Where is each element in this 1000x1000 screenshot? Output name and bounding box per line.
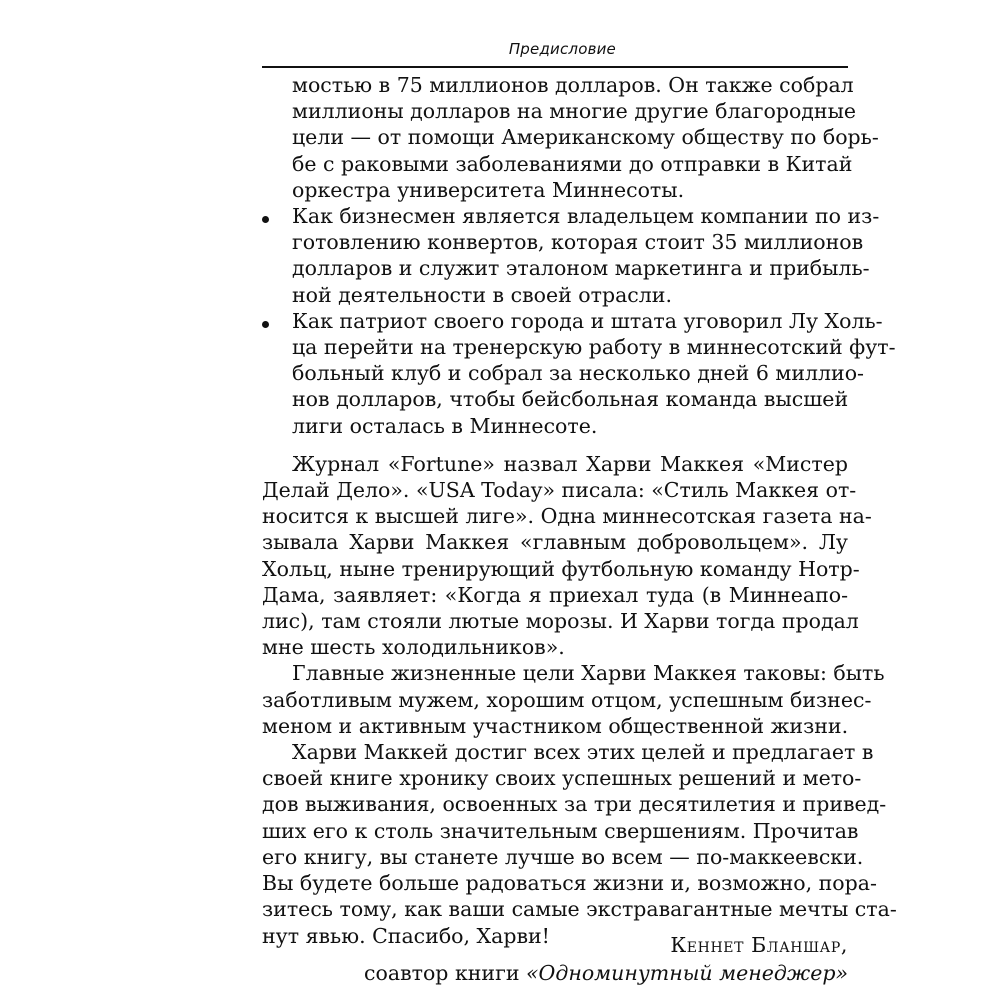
page-body xyxy=(262,72,897,949)
text-line: больный клуб и собрал за несколько дней 6 миллио- xyxy=(292,361,864,386)
bullet-item-business xyxy=(262,203,880,308)
text-line: готовлению конвертов, которая стоит 35 миллионов xyxy=(292,230,864,255)
text-line: Журнал «Fortune» назвал Харви Маккея «Мистер xyxy=(292,451,848,476)
signature-role-prefix: соавтор книги xyxy=(364,961,526,985)
signature-book-title: «Одноминутный менеджер» xyxy=(526,961,848,985)
signature-role xyxy=(364,959,848,987)
text-line: Хольц, ныне тренирующий футбольную команду Нотр- xyxy=(262,556,860,581)
text-line: мне шесть холодильников». xyxy=(262,635,565,660)
text-line: бе с раковыми заболеваниями до отправки в Китай xyxy=(292,151,853,176)
text-line: нов долларов, чтобы бейсбольная команда высшей xyxy=(292,387,849,412)
running-header xyxy=(262,38,848,68)
text-line: дов выживания, освоенных за три десятилетия и привед- xyxy=(262,792,887,817)
text-line: меном и активным участником общественной жизни. xyxy=(262,713,849,738)
text-line: ной деятельности в своей отрасли. xyxy=(292,282,672,307)
text-line: Харви Маккей достиг всех этих целей и предлагает в xyxy=(292,740,874,765)
paragraph-goals xyxy=(262,660,885,739)
text-line: Главные жизненные цели Харви Маккея таковы: быть xyxy=(292,661,885,686)
bullet-icon xyxy=(262,216,269,223)
text-line: нут явью. Спасибо, Харви! xyxy=(262,923,550,948)
text-line: Как патриот своего города и штата уговорил Лу Холь- xyxy=(292,308,883,333)
bullet-icon xyxy=(262,321,269,328)
text-line: миллионы долларов на многие другие благородные xyxy=(292,99,857,124)
text-line: своей книге хронику своих успешных решений и мето- xyxy=(262,766,862,791)
text-line: Дама, заявляет: «Когда я приехал туда (в Миннеапо- xyxy=(262,582,848,607)
bullet-item-patriot xyxy=(262,308,896,439)
text-line: заботливым мужем, хорошим отцом, успешным бизнес- xyxy=(262,687,872,712)
signature-author: Кеннет Бланшар, xyxy=(670,933,848,957)
text-line: цели — от помощи Американскому обществу по борь- xyxy=(292,125,879,150)
text-line: носится к высшей лиге». Одна миннесотская газета на- xyxy=(262,504,872,529)
continuation-paragraph xyxy=(262,72,879,203)
text-line: оркестра университета Миннесоты. xyxy=(292,177,685,202)
text-line: зитесь тому, как ваши самые экстравагантные мечты ста- xyxy=(262,897,897,922)
text-line: ших его к столь значительным свершениям. Прочитав xyxy=(262,818,859,843)
text-line: Делай Дело». «USA Today» писала: «Стиль Маккея от- xyxy=(262,478,857,503)
text-line: лис), там стояли лютые морозы. И Харви тогда продал xyxy=(262,609,859,634)
text-line: лиги осталась в Миннесоте. xyxy=(292,413,598,438)
paragraph-press xyxy=(262,451,872,661)
text-line: его книгу, вы станете лучше во всем — по-маккеевски. xyxy=(262,844,864,869)
text-line: Как бизнесмен является владельцем компании по из- xyxy=(292,204,880,229)
signature-block xyxy=(364,931,848,987)
text-line: Вы будете больше радоваться жизни и, возможно, пора- xyxy=(262,871,877,896)
text-line: ца перейти на тренерскую работу в миннесотский фут- xyxy=(292,335,896,360)
text-line: зывала Харви Маккея «главным добровольцем». Лу xyxy=(262,530,848,555)
text-line: мостью в 75 миллионов долларов. Он также собрал xyxy=(292,73,854,97)
paragraph-conclusion xyxy=(262,739,897,949)
text-line: долларов и служит эталоном маркетинга и прибыль- xyxy=(292,256,870,281)
header-title: Предисловие xyxy=(508,40,616,58)
